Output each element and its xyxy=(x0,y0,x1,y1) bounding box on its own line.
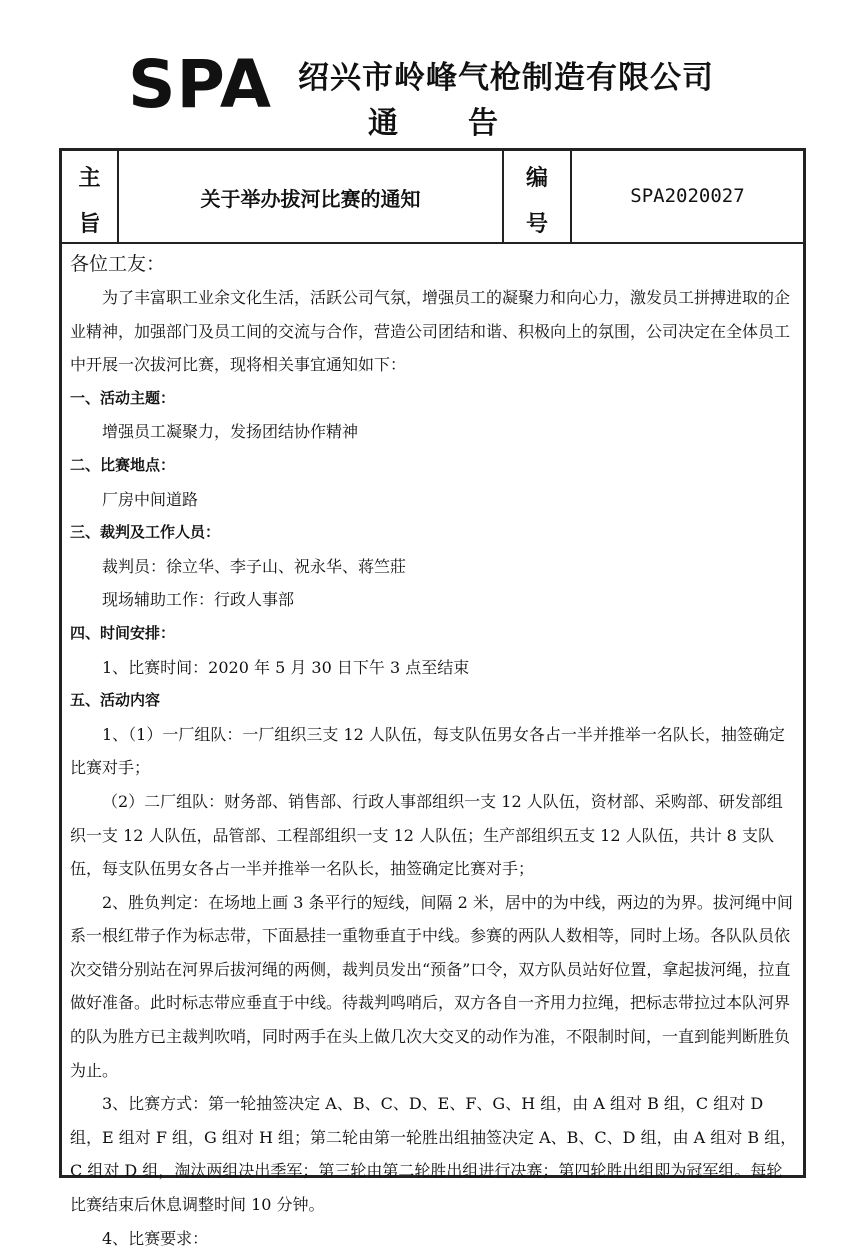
company-logo: SPA xyxy=(128,46,272,123)
section-5-item-1-2: （2）二厂组队：财务部、销售部、行政人事部组织一支 12 人队伍，资材部、采购部、研发部组织一支 12 人队伍，品管部、工程部组织一支 12 人队伍；生产部组织五支 12 人队伍，共计 8 支队伍，每支队伍男女各占一半并推举一名队长，抽签确定比赛对手； xyxy=(70,791,783,879)
section-4-title: 四、时间安排： xyxy=(70,623,176,642)
section-2-title: 二、比赛地点： xyxy=(70,455,176,474)
section-5-item-1-1: 1、（1）一厂组队：一厂组织三支 12 人队伍，每支队伍男女各占一半并推举一名队长，抽签确定比赛对手； xyxy=(70,724,785,778)
section-3-staff: 现场辅助工作：行政人事部 xyxy=(102,590,295,610)
notice-subject: 关于举办拔河比赛的通知 xyxy=(200,187,421,211)
section-5-item-3: 3、比赛方式：第一轮抽签决定 A、B、C、D、E、F、G、H 组，由 A 组对 B 组，C 组对 D 组，E 组对 F 组，G 组对 H 组；第二轮由第一轮胜出组抽签决定 A、B、C、D 组，由 A 组对 B 组，C 组对 D 组，淘汰两组决出季军；第三轮由第二轮胜出组进行决赛；第四轮胜出组即为冠军组。每轮比赛结束后休息调整时间 10 分钟。 xyxy=(70,1094,797,1215)
section-1-text: 增强员工凝聚力，发扬团结协作精神 xyxy=(102,422,359,442)
subject-cell xyxy=(119,151,504,242)
subject-label-cell xyxy=(62,151,119,242)
document-number: SPA2020027 xyxy=(630,185,745,207)
number-label-bottom: 号 xyxy=(525,212,548,237)
subject-label-bottom: 旨 xyxy=(78,212,101,237)
section-2-text: 厂房中间道路 xyxy=(102,489,199,509)
section-3-referees: 裁判员：徐立华、李子山、祝永华、蒋竺莊 xyxy=(102,556,407,576)
section-5-item-2: 2、胜负判定：在场地上画 3 条平行的短线，间隔 2 米，居中的为中线，两边的为界。拔河绳中间系一根红带子作为标志带，下面悬挂一重物垂直于中线。参赛的两队人数相等，同时上场。各队队员依次交错分别站在河界后拔河绳的两侧，裁判员发出“预备”口令，双方队员站好位置，拿起拔河绳，拉直做好准备。此时标志带应垂直于中线。待裁判鸣哨后，双方各自一齐用力拉绳，把标志带拉过本队河界的队为胜方已主裁判吹哨，同时两手在头上做几次大交叉的动作为准，不限制时间，一直到能判断胜负为止。 xyxy=(70,892,793,1080)
section-1-title: 一、活动主题： xyxy=(70,388,176,407)
company-name: 绍兴市岭峰气枪制造有限公司 xyxy=(298,60,714,96)
intro-paragraph: 为了丰富职工业余文化生活，活跃公司气氛，增强员工的凝聚力和向心力，激发员工拼搏进取的企业精神，加强部门及员工间的交流与合作，营造公司团结和谐、积极向上的氛围，公司决定在全体员工中开展一次拔河比赛，现将相关事宜通知如下： xyxy=(70,288,791,375)
section-4-time: 1、比赛时间：2020 年 5 月 30 日下午 3 点至结束 xyxy=(102,657,470,677)
number-cell xyxy=(572,151,803,242)
notice-body xyxy=(70,247,797,1255)
document-type: 通告 xyxy=(368,106,568,141)
header-table xyxy=(62,151,803,244)
section-5-title: 五、活动内容 xyxy=(70,691,161,710)
subject-label-top: 主 xyxy=(78,166,101,191)
number-label-top: 编 xyxy=(525,166,548,191)
greeting: 各位工友： xyxy=(70,253,166,275)
section-3-title: 三、裁判及工作人员： xyxy=(70,523,221,542)
number-label-cell xyxy=(504,151,572,242)
notice-frame xyxy=(59,148,806,1248)
section-5-item-4: 4、比赛要求： xyxy=(102,1228,209,1248)
